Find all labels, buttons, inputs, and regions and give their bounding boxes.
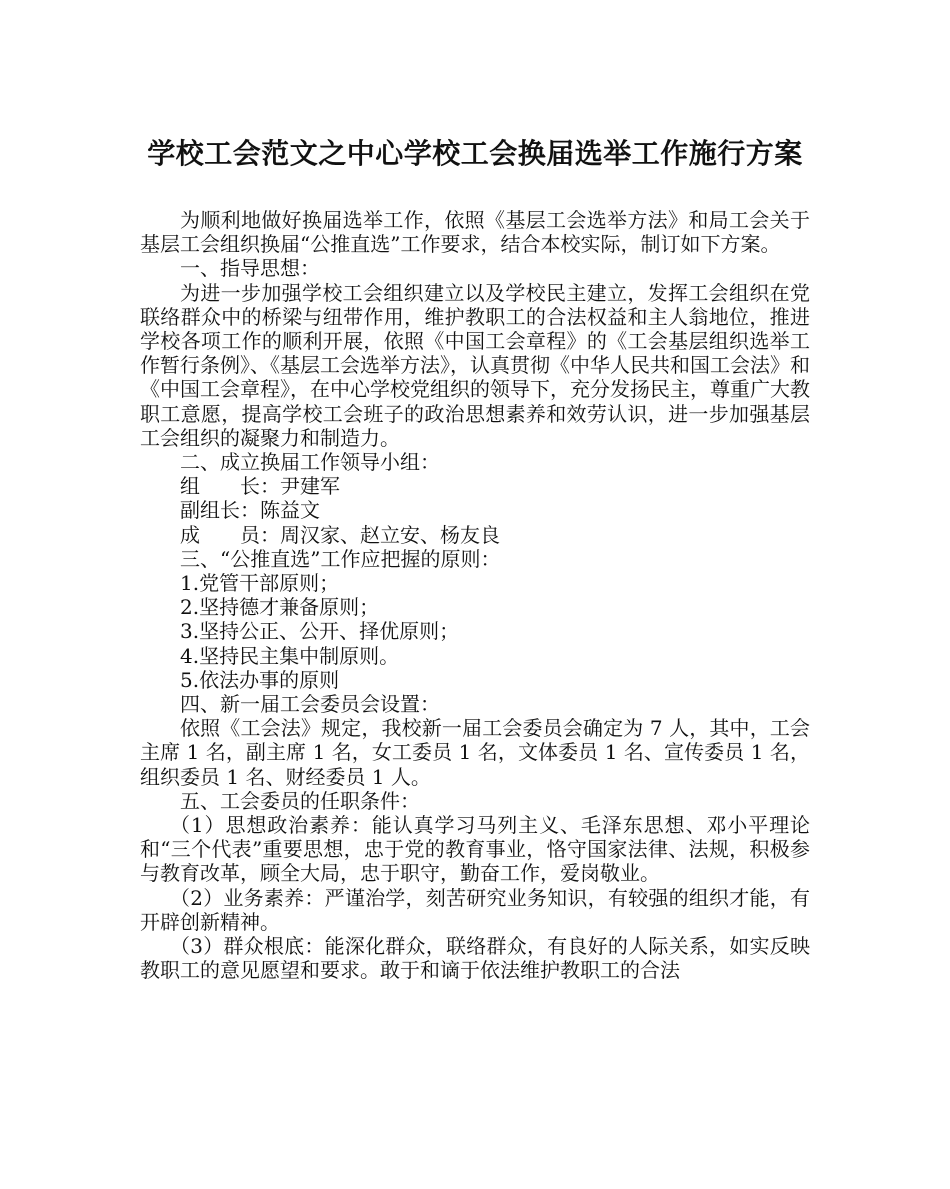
document-title: 学校工会范文之中心学校工会换届选举工作施行方案 xyxy=(147,137,803,170)
principle-item: 4.坚持民主集中制原则。 xyxy=(180,643,400,668)
qualification-item: （3）群众根底：能深化群众，联络群众，有良好的人际关系，如实反映教职工的意见愿望和要求。敢于和谪于依法维护教职工的合法 xyxy=(140,934,810,983)
principle-item: 1.党管干部原则； xyxy=(180,571,340,596)
paragraph-committee-setup: 依照《工会法》规定，我校新一届工会委员会确定为 7 人，其中，工会主席 1 名，副主席 1 名，女工委员 1 名，文体委员 1 名、宣传委员 1 名，组织委员 1 名、财经委员 1 人。 xyxy=(140,716,810,789)
document-body xyxy=(140,208,810,983)
section-heading-guiding-thought: 一、指导思想： xyxy=(180,256,320,281)
deputy-leader-line: 副组长：陈益文 xyxy=(180,498,320,523)
section-heading-committee-setup: 四、新一届工会委员会设置： xyxy=(180,692,440,717)
group-members-line: 成 员：周汉家、赵立安、杨友良 xyxy=(180,522,500,547)
principle-item: 5.依法办事的原则 xyxy=(180,667,340,692)
section-heading-principles: 三、“公推直选”工作应把握的原则： xyxy=(180,546,501,571)
principle-item: 2.坚持德才兼备原则； xyxy=(180,595,380,620)
paragraph-guiding-thought: 为进一步加强学校工会组织建立以及学校民主建立，发挥工会组织在党联络群众中的桥梁与纽带作用，维护教职工的合法权益和主人翁地位，推进学校各项工作的顺利开展，依照《中国工会章程》的《工会基层组织选举工作暂行条例》、《基层工会选举方法》，认真贯彻《中华人民共和国工会法》和《中国工会章程》，在中心学校党组织的领导下，充分发扬民主，尊重广大教职工意愿，提高学校工会班子的政治思想素养和效劳认识，进一步加强基层工会组织的凝聚力和制造力。 xyxy=(140,280,810,450)
qualification-item: （1）思想政治素养：能认真学习马列主义、毛泽东思想、邓小平理论和“三个代表”重要思想，忠于党的教育事业，恪守国家法律、法规，积极参与教育改革，顾全大局，忠于职守，勤奋工作，爱岗敬业。 xyxy=(140,813,810,886)
section-heading-leading-group: 二、成立换届工作领导小组： xyxy=(180,450,440,475)
paragraph-intro: 为顺利地做好换届选举工作，依照《基层工会选举方法》和局工会关于基层工会组织换届“公推直选”工作要求，结合本校实际，制订如下方案。 xyxy=(140,208,810,257)
principle-item: 3.坚持公正、公开、择优原则； xyxy=(180,619,460,644)
section-heading-qualifications: 五、工会委员的任职条件： xyxy=(180,788,420,813)
group-leader-line: 组 长：尹建军 xyxy=(180,474,340,499)
qualification-item: （2）业务素养：严谨治学，刻苦研究业务知识，有较强的组织才能，有开辟创新精神。 xyxy=(140,885,810,934)
